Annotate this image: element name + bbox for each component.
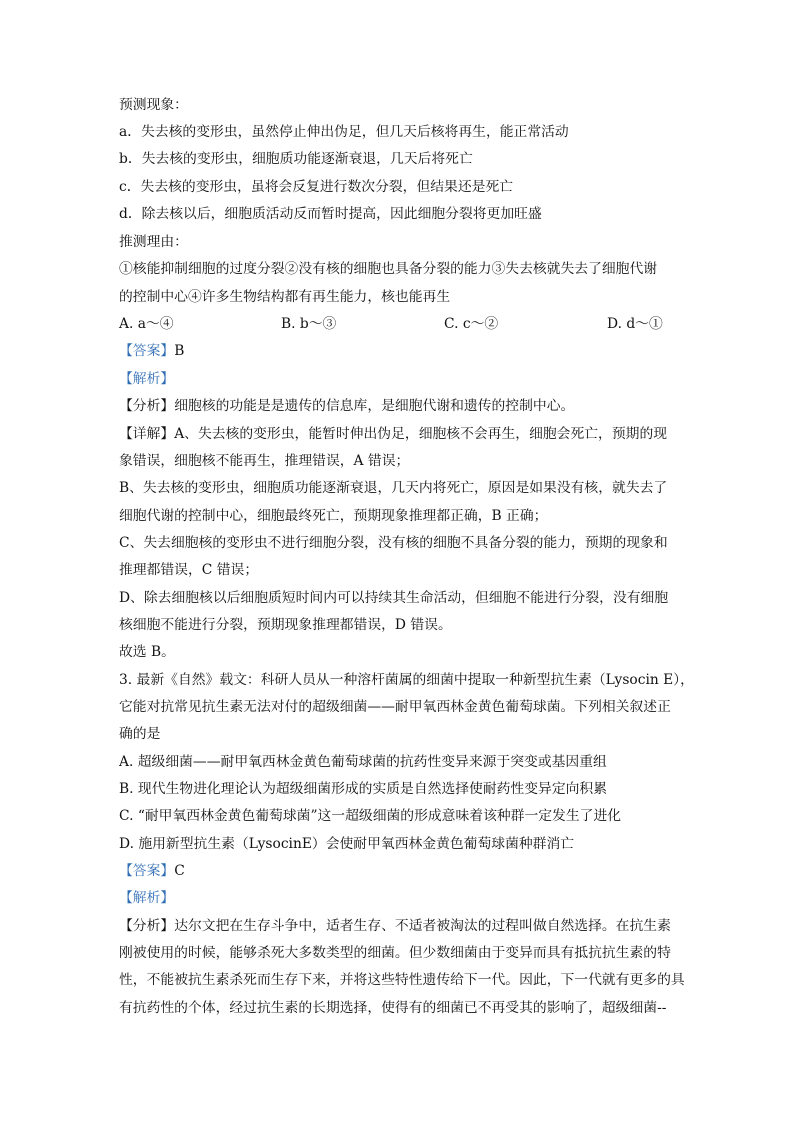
prediction-title: 预测现象： bbox=[119, 97, 188, 113]
prediction-c: c．失去核的变形虫，虽将会反复进行数次分裂，但结果还是死亡 bbox=[119, 179, 514, 195]
q3-stem-3: 确的是 bbox=[119, 726, 161, 742]
q3-fenxi-3: 性，不能被抗生素杀死而生存下来，并将这些特性遗传给下一代。因此，下一代就有更多的具 bbox=[119, 972, 685, 988]
q2-option-b: B. b～③ bbox=[281, 316, 337, 332]
q2-analysis-tag: 【解析】 bbox=[119, 371, 175, 387]
q3-fenxi-1 bbox=[119, 916, 671, 936]
q2-fenxi-text: 细胞核的功能是是遗传的信息库，是细胞代谢和遗传的控制中心。 bbox=[174, 398, 575, 414]
q2-detail-5: C、失去细胞核的变形虫不进行细胞分裂，没有核的细胞不具备分裂的能力，预期的现象和 bbox=[119, 535, 668, 551]
prediction-a: a．失去核的变形虫，虽然停止伸出伪足，但几天后核将再生，能正常活动 bbox=[119, 124, 569, 140]
reason-line-2: 的控制中心④许多生物结构都有再生能力，核也能再生 bbox=[119, 289, 451, 305]
q3-fenxi-text: 达尔文把在生存斗争中，适者生存、不适者被淘汰的过程叫做自然选择。在抗生素 bbox=[174, 918, 671, 934]
q3-option-b: B. 现代生物进化理论认为超级细菌形成的实质是自然选择使耐药性变异定向积累 bbox=[119, 781, 608, 797]
q2-detail-3: B、失去核的变形虫，细胞质功能逐渐衰退，几天内将死亡，原因是如果没有核，就失去了 bbox=[119, 480, 668, 496]
prediction-b: b．失去核的变形虫，细胞质功能逐渐衰退，几天后将死亡 bbox=[119, 151, 473, 167]
q2-fenxi-tag: 【分析】 bbox=[119, 398, 175, 414]
q2-detail-text: A、失去核的变形虫，能暂时伸出伪足，细胞核不会再生，细胞会死亡，预期的现 bbox=[174, 426, 668, 442]
q3-fenxi-4: 有抗药性的个体，经过抗生素的长期选择，使得有的细菌已不再受其的影响了，超级细菌-- bbox=[119, 1000, 667, 1016]
q2-option-d: D. d～① bbox=[607, 316, 663, 332]
q3-fenxi-tag: 【分析】 bbox=[119, 918, 175, 934]
q2-option-a: A. a～④ bbox=[119, 316, 174, 332]
q2-detail-4: 细胞代谢的控制中心，细胞最终死亡，预期现象推理都正确，B 正确； bbox=[119, 508, 548, 524]
q2-detail-7: D、除去细胞核以后细胞质短时间内可以持续其生命活动，但细胞不能进行分裂，没有细胞 bbox=[119, 590, 669, 606]
q3-analysis-tag: 【解析】 bbox=[119, 890, 175, 906]
q2-detail-tag: 【详解】 bbox=[119, 426, 175, 442]
prediction-d: d．除去核以后，细胞质活动反而暂时提高，因此细胞分裂将更加旺盛 bbox=[119, 206, 542, 222]
reason-title: 推测理由： bbox=[119, 234, 188, 250]
q3-option-a: A. 超级细菌——耐甲氧西林金黄色葡萄球菌的抗药性变异来源于突变或基因重组 bbox=[119, 754, 607, 770]
q2-answer bbox=[119, 341, 184, 361]
q2-detail-8: 核细胞不能进行分裂，预期现象推理都错误，D 错误。 bbox=[119, 617, 452, 633]
q2-detail-1 bbox=[119, 424, 667, 444]
reason-line-1: ①核能抑制细胞的过度分裂②没有核的细胞也具备分裂的能力③失去核就失去了细胞代谢 bbox=[119, 261, 658, 277]
q3-stem-1: 3. 最新《自然》载文：科研人员从一种溶杆菌属的细菌中提取一种新型抗生素（Lysocin E）， bbox=[119, 672, 694, 688]
q3-answer-tag: 【答案】 bbox=[119, 863, 175, 879]
q2-detail-6: 推理都错误，C 错误； bbox=[119, 562, 259, 578]
q3-option-c: C. “耐甲氧西林金黄色葡萄球菌”这一超级细菌的形成意味着该种群一定发生了进化 bbox=[119, 808, 622, 824]
q2-options bbox=[119, 314, 679, 334]
q3-answer bbox=[119, 861, 185, 881]
q2-option-c: C. c～② bbox=[444, 316, 499, 332]
q3-stem-2: 它能对抗常见抗生素无法对付的超级细菌——耐甲氧西林金黄色葡萄球菌。下列相关叙述正 bbox=[119, 699, 671, 715]
q2-conclusion: 故选 B。 bbox=[119, 644, 175, 660]
q2-detail-2: 象错误，细胞核不能再生，推理错误，A 错误； bbox=[119, 453, 410, 469]
q2-fenxi bbox=[119, 396, 574, 416]
q3-option-d: D. 施用新型抗生素（LysocinE）会使耐甲氧西林金黄色葡萄球菌种群消亡 bbox=[119, 836, 575, 852]
q3-answer-value: C bbox=[174, 863, 185, 879]
q3-fenxi-2: 刚被使用的时候，能够杀死大多数类型的细菌。但少数细菌由于变异而具有抵抗抗生素的特 bbox=[119, 945, 671, 961]
q2-answer-value: B bbox=[174, 343, 185, 359]
q2-answer-tag: 【答案】 bbox=[119, 343, 175, 359]
